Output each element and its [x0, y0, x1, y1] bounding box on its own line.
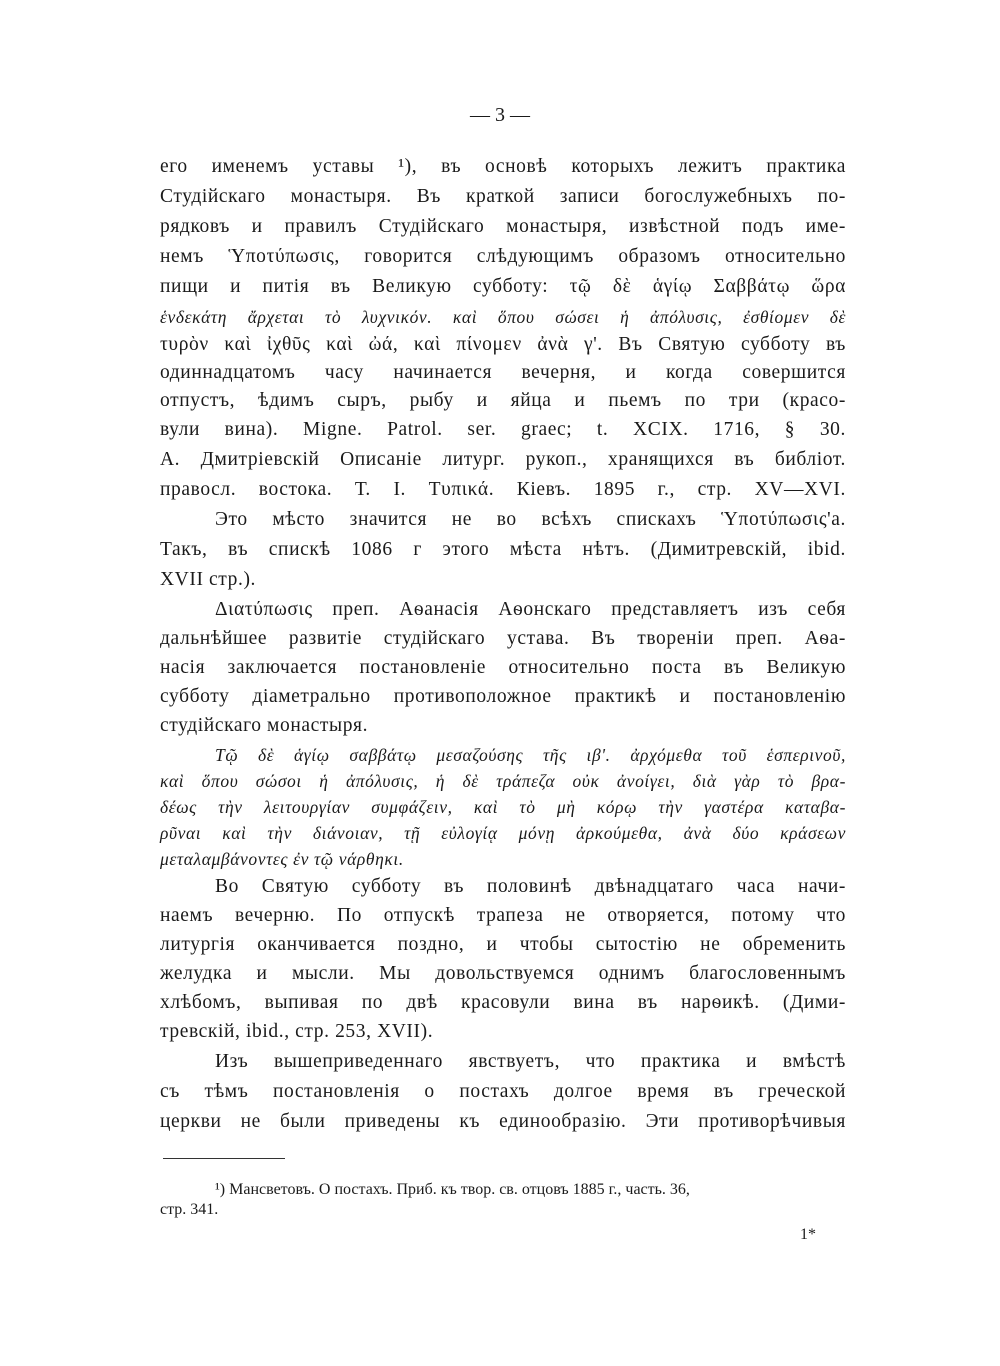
text-line: А. Дмитріевскій Описаніе литург. рукоп., хранящихся въ библіот. — [160, 449, 846, 470]
page-number: — 3 — — [470, 104, 530, 126]
text-line: дальнѣйшее развитіе студійскаго устава. Въ твореніи преп. Аѳа- — [160, 628, 846, 649]
text-line: рядковъ и правилъ Студійскаго монастыря, извѣстной подъ име- — [160, 216, 846, 237]
text-line: Изъ вышеприведеннаго явствуетъ, что практика и вмѣстѣ — [215, 1051, 846, 1072]
footnote-divider — [163, 1158, 285, 1159]
text-line: литургія оканчивается поздно, и чтобы сытостію не обременить — [160, 934, 846, 955]
text-line: желудка и мысли. Мы довольствуемся однимъ благословеннымъ — [160, 963, 846, 984]
quote-line: ρῦναι καὶ τὴν διάνοιαν, τῇ εὐλογίᾳ μόνῃ ἀρκούμεθα, ἀνὰ δύο κράσεων — [160, 823, 846, 843]
text-line: Во Святую субботу въ половинѣ двѣнадцатаго часа начи- — [215, 876, 846, 897]
text-line: насія заключается постановленіе относительно поста въ Великую — [160, 657, 846, 678]
signature-mark: 1* — [800, 1226, 816, 1243]
text-line: одиннадцатомъ часу начинается вечерня, и когда совершится — [160, 362, 846, 383]
quote-line: Τῷ δὲ ἁγίῳ σαββάτῳ μεσαζούσης τῆς ιβ'. ἀρχόμεθα τοῦ ἑσπερινοῦ, — [215, 745, 846, 765]
text-line: Διατύπωσις преп. Аѳанасія Аѳонскаго представляетъ изъ себя — [215, 599, 846, 620]
quote-line: μεταλαμβάνοντες ἐν τῷ νάρθηκι. — [160, 849, 404, 869]
text-line: немъ Ὑποτύπωσις, говорится слѣдующимъ образомъ относительно — [160, 246, 846, 267]
text-line: студійскаго монастыря. — [160, 715, 369, 736]
text-line: вули вина). Migne. Patrol. ser. graec; t. XCIX. 1716, § 30. — [160, 419, 846, 440]
footnote-line: ¹) Мансветовъ. О постахъ. Приб. къ твор. св. отцовъ 1885 г., часть. 36, — [215, 1181, 690, 1198]
quote-line: δέως τὴν λειτουργίαν συμφάζειν, καὶ τὸ μὴ κόρῳ τὴν γαστέρα καταβα- — [160, 797, 846, 817]
text-line: наемъ вечерню. По отпускѣ трапеза не отворяется, потому что — [160, 905, 846, 926]
text-line: хлѣбомъ, выпивая по двѣ красовули вина въ нарѳикѣ. (Дими- — [160, 992, 846, 1013]
quote-line: καὶ ὅπου σώσοι ἡ ἀπόλυσις, ἡ δὲ τράπεζα οὐκ ἀνοίγει, διὰ γὰρ τὸ βρα- — [160, 771, 846, 791]
text-line: XVII стр.). — [160, 569, 257, 590]
text-line: тревскій, ibid., стр. 253, XVII). — [160, 1021, 434, 1042]
text-line: ἑνδεκάτη ἄρχεται τὸ λυχνικόν. καὶ ὅπου σώσει ἡ ἀπόλυσις, ἐσθίομεν δὲ — [160, 307, 846, 327]
text-line: съ тѣмъ постановленія о постахъ долгое время въ греческой — [160, 1081, 846, 1102]
text-line: Это мѣсто значится не во всѣхъ спискахъ Ὑποτύπωσις'а. — [215, 509, 846, 530]
text-line: Такъ, въ спискѣ 1086 г этого мѣста нѣтъ. (Димитревскій, ibid. — [160, 539, 846, 560]
text-line: церкви не были приведены къ единообразію. Эти противорѣчивыя — [160, 1111, 846, 1132]
footnote-line: стр. 341. — [160, 1201, 219, 1218]
text-line: субботу діаметрально противоположное практикѣ и постановленію — [160, 686, 846, 707]
text-line: его именемъ уставы ¹), въ основѣ которыхъ лежитъ практика — [160, 156, 846, 177]
text-line: правосл. востока. Т. I. Τυπικά. Кіевъ. 1895 г., стр. XV—XVI. — [160, 479, 846, 500]
text-line: Студійскаго монастыря. Въ краткой записи богослужебныхъ по- — [160, 186, 846, 207]
text-line: пищи и питія въ Великую субботу: τῷ δὲ ἁγίῳ Σαββάτῳ ὥρα — [160, 276, 846, 297]
text-line: отпустъ, ѣдимъ сыръ, рыбу и яйца и пьемъ по три (красо- — [160, 390, 846, 411]
text-line: τυρὸν καὶ ἰχθῦς καὶ ὠά, καὶ πίνομεν ἀνὰ γ'. Въ Святую субботу въ — [160, 334, 846, 355]
